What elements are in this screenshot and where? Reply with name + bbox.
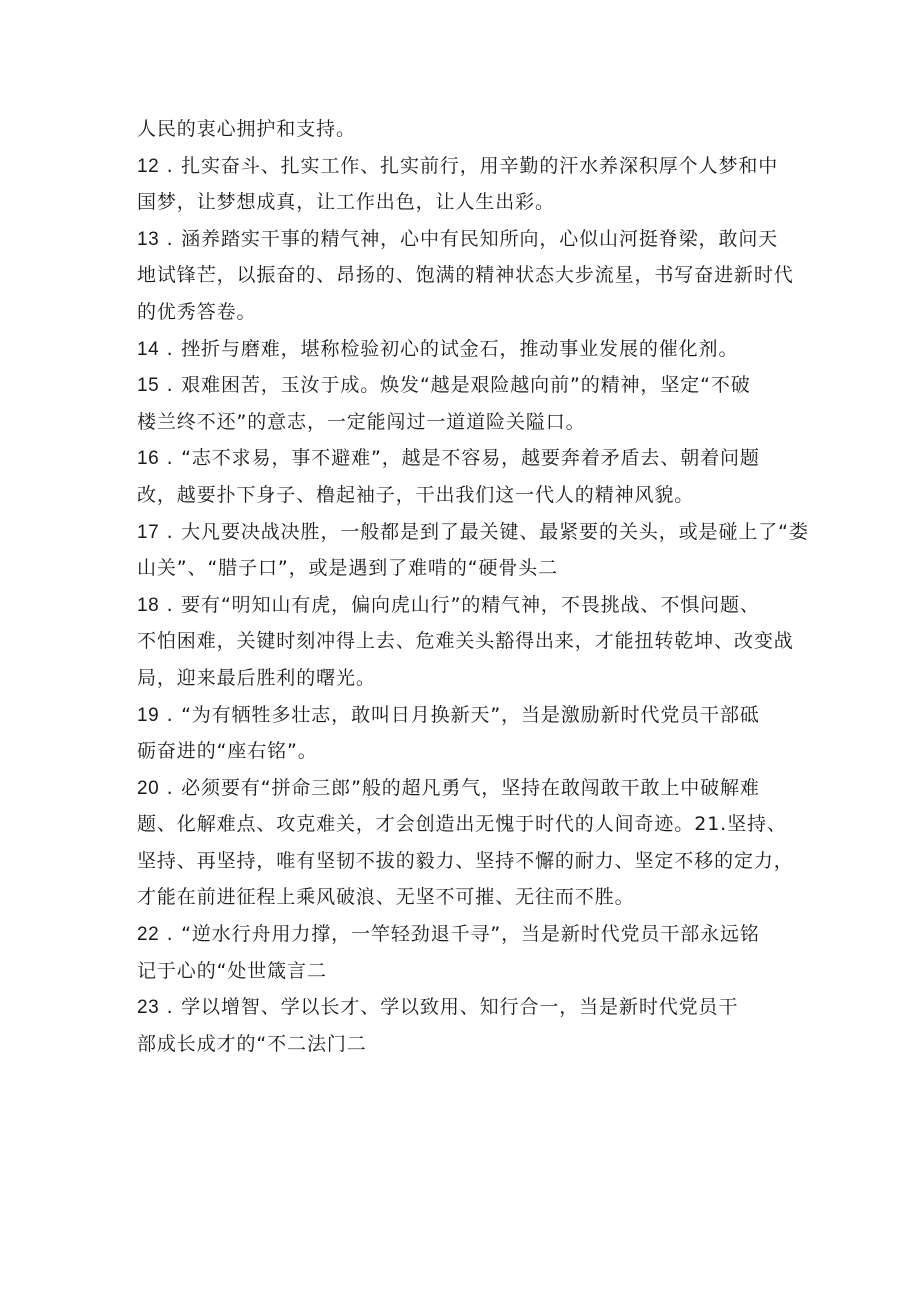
item-number: 18 [137,594,160,616]
line-text: 要有“明知山有虎，偏向虎山行”的精气神，不畏挑战、不惧问题、 [181,593,760,616]
item-number-dot: . [166,520,174,543]
text-line [137,916,809,953]
line-text: 艰难困苦，玉汝于成。焕发“越是艰险越向前”的精神，坚定“不破 [181,374,751,397]
text-line [137,111,809,148]
text-line [137,148,809,185]
item-number: 20 [137,777,160,799]
text-line [137,843,809,880]
line-text: 挫折与磨难，堪称检验初心的试金石，推动事业发展的催化剂。 [181,337,739,360]
item-number-dot: . [166,374,174,397]
text-line [137,660,809,697]
line-text: 大凡要决战决胜，一般都是到了最关键、最紧要的关头，或是碰上了“娄 [181,520,809,543]
line-text: 学以增智、学以长才、学以致用、知行合一，当是新时代党员干 [181,996,739,1019]
text-line [137,257,809,294]
line-text: 山关”、“腊子口”，或是遇到了难啃的“硬骨头二 [137,557,559,580]
item-number: 15 [137,375,160,397]
text-line [137,367,809,404]
item-number-dot: . [166,776,174,799]
text-line [137,294,809,331]
item-number: 13 [137,228,160,250]
line-text: “逆水行舟用力撑，一竿轻劲退千寻”，当是新时代党员干部永远铭 [181,923,760,946]
text-line [137,184,809,221]
text-line [137,879,809,916]
line-text: 砺奋进的“座右铭”。 [137,740,318,763]
text-line [137,587,809,624]
line-text: “为有牺牲多壮志，敢叫日月换新天”，当是激励新时代党员干部砥 [181,703,760,726]
text-line [137,953,809,990]
text-line [137,623,809,660]
line-text: 记于心的“处世箴言二 [137,959,327,982]
line-text: 部成长成才的“不二法门二 [137,1032,367,1055]
line-text: 涵养踏实干事的精气神，心中有民知所向，心似山河挺脊梁，敢问天 [181,227,779,250]
item-number-dot: . [166,996,174,1019]
item-number-dot: . [166,703,174,726]
text-line [137,989,809,1026]
line-text: 楼兰终不还”的意志，一定能闯过一道道险关隘口。 [137,410,586,433]
item-number-dot: . [166,447,174,470]
document-body [137,111,809,1062]
text-line [137,806,809,843]
item-number-dot: . [166,227,174,250]
line-text: 题、化解难点、攻克难关，才会创造出无愧于时代的人间奇迹。21.坚持、 [137,813,787,836]
text-line [137,331,809,368]
text-line [137,697,809,734]
item-number: 23 [137,997,160,1019]
text-line [137,404,809,441]
item-number-dot: . [166,337,174,360]
text-line [137,1026,809,1063]
line-text: 改，越要扑下身子、橹起袖子，干出我们这一代人的精神风貌。 [137,483,695,506]
text-line [137,514,809,551]
item-number: 17 [137,521,160,543]
item-number: 16 [137,448,160,470]
line-text: 地试锋芒，以振奋的、昂扬的、饱满的精神状态大步流星，书写奋进新时代 [137,264,794,287]
line-text: 坚持、再坚持，唯有坚韧不拔的毅力、坚持不懈的耐力、坚定不移的定力， [137,849,794,872]
item-number: 14 [137,338,160,360]
line-text: 不怕困难，关键时刻冲得上去、危难关头豁得出来，才能扭转乾坤、改变战 [137,630,794,653]
text-line [137,221,809,258]
text-line [137,733,809,770]
item-number: 19 [137,704,160,726]
line-text: “志不求易，事不避难”，越是不容易，越要奔着矛盾去、朝着问题 [181,447,760,470]
text-line [137,477,809,514]
text-line [137,770,809,807]
line-text: 才能在前进征程上乘风破浪、无坚不可摧、无往而不胜。 [137,886,635,909]
item-number-dot: . [166,923,174,946]
text-line [137,440,809,477]
line-text: 人民的衷心拥护和支持。 [137,118,356,140]
item-number-dot: . [166,154,174,177]
text-line [137,550,809,587]
item-number: 12 [137,155,160,177]
line-text: 局，迎来最后胜利的曙光。 [137,666,376,689]
line-text: 国梦，让梦想成真，让工作出色，让人生出彩。 [137,191,555,214]
line-text: 的优秀答卷。 [137,300,257,323]
item-number-dot: . [166,593,174,616]
item-number: 22 [137,924,160,946]
line-text: 扎实奋斗、扎实工作、扎实前行，用辛勤的汗水养深积厚个人梦和中 [181,154,779,177]
line-text: 必须要有“拼命三郎”般的超凡勇气，坚持在敢闯敢干敢上中破解难 [181,776,760,799]
